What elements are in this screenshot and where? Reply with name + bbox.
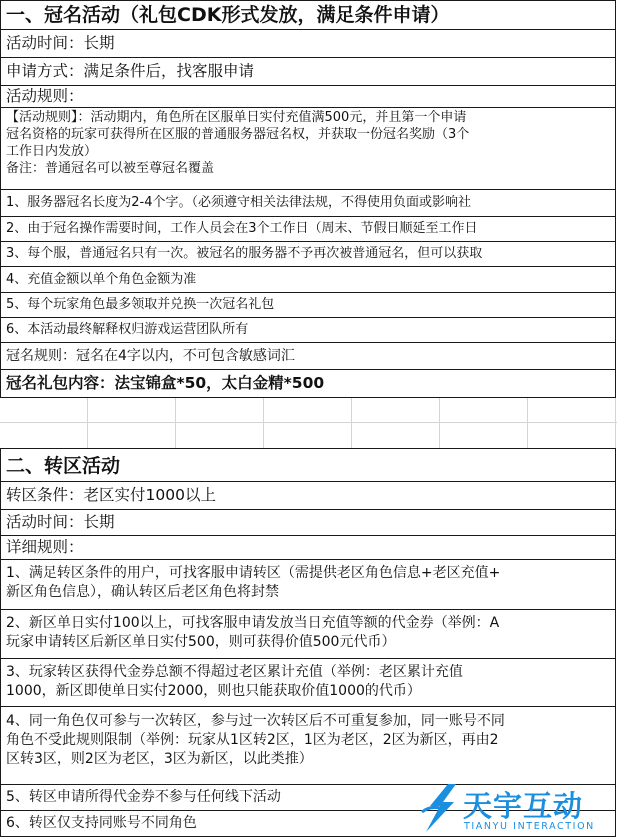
section2-rules-header-text: 详细规则： xyxy=(6,538,84,556)
section1-title-text: 一、冠名活动（礼包CDK形式发放，满足条件申请） xyxy=(6,4,450,26)
section1-title xyxy=(0,0,616,30)
section1-time xyxy=(0,30,616,58)
item-line: 2、新区单日实付100以上，可找客服申请发放当日充值等额的代金券（举例：A xyxy=(6,615,500,631)
section1-apply xyxy=(0,58,616,86)
section2-rules-header xyxy=(0,536,616,560)
section2-time xyxy=(0,510,616,536)
item-text: 2、由于冠名操作需要时间，工作人员会在3个工作日（周末、节假日顺延至工作日 xyxy=(6,221,478,236)
section2-time-text: 活动时间：长期 xyxy=(6,513,115,531)
item-line: 1000，新区即使单日实付2000，则也只能获取价值1000的代币） xyxy=(6,683,421,699)
section1-item-4 xyxy=(0,267,616,293)
section2-item-1 xyxy=(0,560,616,610)
section1-rules-header xyxy=(0,86,616,108)
section1-naming-rule xyxy=(0,343,616,370)
section2-item-4 xyxy=(0,707,616,785)
item-text: 3、每个服，普通冠名只有一次。被冠名的服务器不予再次被普通冠名，但可以获取 xyxy=(6,246,483,261)
lightning-logo-icon xyxy=(418,782,462,834)
item-text: 1、服务器冠名长度为2-4个字。（必须遵守相关法律法规，不得使用负面或影响社 xyxy=(6,195,472,210)
rules-detail-line: 【活动规则】：活动期内，角色所在区服单日实付充值满500元，并且第一个申请 xyxy=(6,110,467,125)
item-line: 4、同一角色仅可参与一次转区，参与过一次转区后不可重复参加，同一账号不同 xyxy=(6,713,505,729)
section1-time-text: 活动时间：长期 xyxy=(6,34,115,52)
item-text: 4、充值金额以单个角色金额为准 xyxy=(6,272,197,287)
grid-line xyxy=(0,422,617,423)
item-text: 5、转区申请所得代金券不参与任何线下活动 xyxy=(6,789,281,805)
item-line: 角色不受此规则限制（举例：玩家从1区转2区，1区为老区，2区为新区，再由2 xyxy=(6,732,499,748)
section1-item-2 xyxy=(0,217,616,242)
section2-title-text: 二、转区活动 xyxy=(6,455,121,477)
item-line: 区转3区，则2区为老区，3区为新区，以此类推） xyxy=(6,751,313,767)
item-text: 6、本活动最终解释权归游戏运营团队所有 xyxy=(6,322,249,337)
rules-detail-line: 冠名资格的玩家可获得所在区服的普通服务器冠名权，并获取一份冠名奖励（3个 xyxy=(6,127,470,142)
rules-detail-line: 工作日内发放） xyxy=(6,144,98,159)
section1-apply-text: 申请方式：满足条件后，找客服申请 xyxy=(6,62,255,80)
item-line: 3、玩家转区获得代金券总额不得超过老区累计充值（举例：老区累计充值 xyxy=(6,664,463,680)
logo-name-en: TIANYU INTERACTION xyxy=(464,821,595,832)
item-text: 6、转区仅支持同账号不同角色 xyxy=(6,815,197,831)
section1-item-3 xyxy=(0,242,616,267)
logo-name-cn: 天宇互动 xyxy=(463,789,584,823)
section2-item-3 xyxy=(0,659,616,707)
section1-rules-header-text: 活动规则： xyxy=(6,87,84,105)
section1-gift xyxy=(0,370,616,398)
gift-text: 冠名礼包内容：法宝锦盒*50，太白金精*500 xyxy=(6,374,325,392)
section2-title xyxy=(0,448,616,482)
item-text: 5、每个玩家角色最多领取并兑换一次冠名礼包 xyxy=(6,297,275,312)
section1-item-6 xyxy=(0,318,616,343)
item-line: 1、满足转区条件的用户，可找客服申请转区（需提供老区角色信息+老区充值+ xyxy=(6,565,501,581)
section2-condition xyxy=(0,482,616,510)
section2-item-2 xyxy=(0,610,616,659)
section1-rules-detail xyxy=(0,108,616,190)
rules-detail-line: 备注：普通冠名可以被至尊冠名覆盖 xyxy=(6,161,215,176)
blank-grid-area xyxy=(0,398,617,448)
section1-item-1 xyxy=(0,190,616,217)
company-logo xyxy=(418,778,617,837)
section2-condition-text: 转区条件：老区实付1000以上 xyxy=(6,486,216,504)
section1-item-5 xyxy=(0,293,616,318)
naming-rule-text: 冠名规则：冠名在4字以内，不可包含敏感词汇 xyxy=(6,348,295,364)
item-line: 玩家申请转区后新区单日实付500，则可获得价值500元代币） xyxy=(6,634,396,650)
item-line: 新区角色信息），确认转区后老区角色将封禁 xyxy=(6,584,279,600)
